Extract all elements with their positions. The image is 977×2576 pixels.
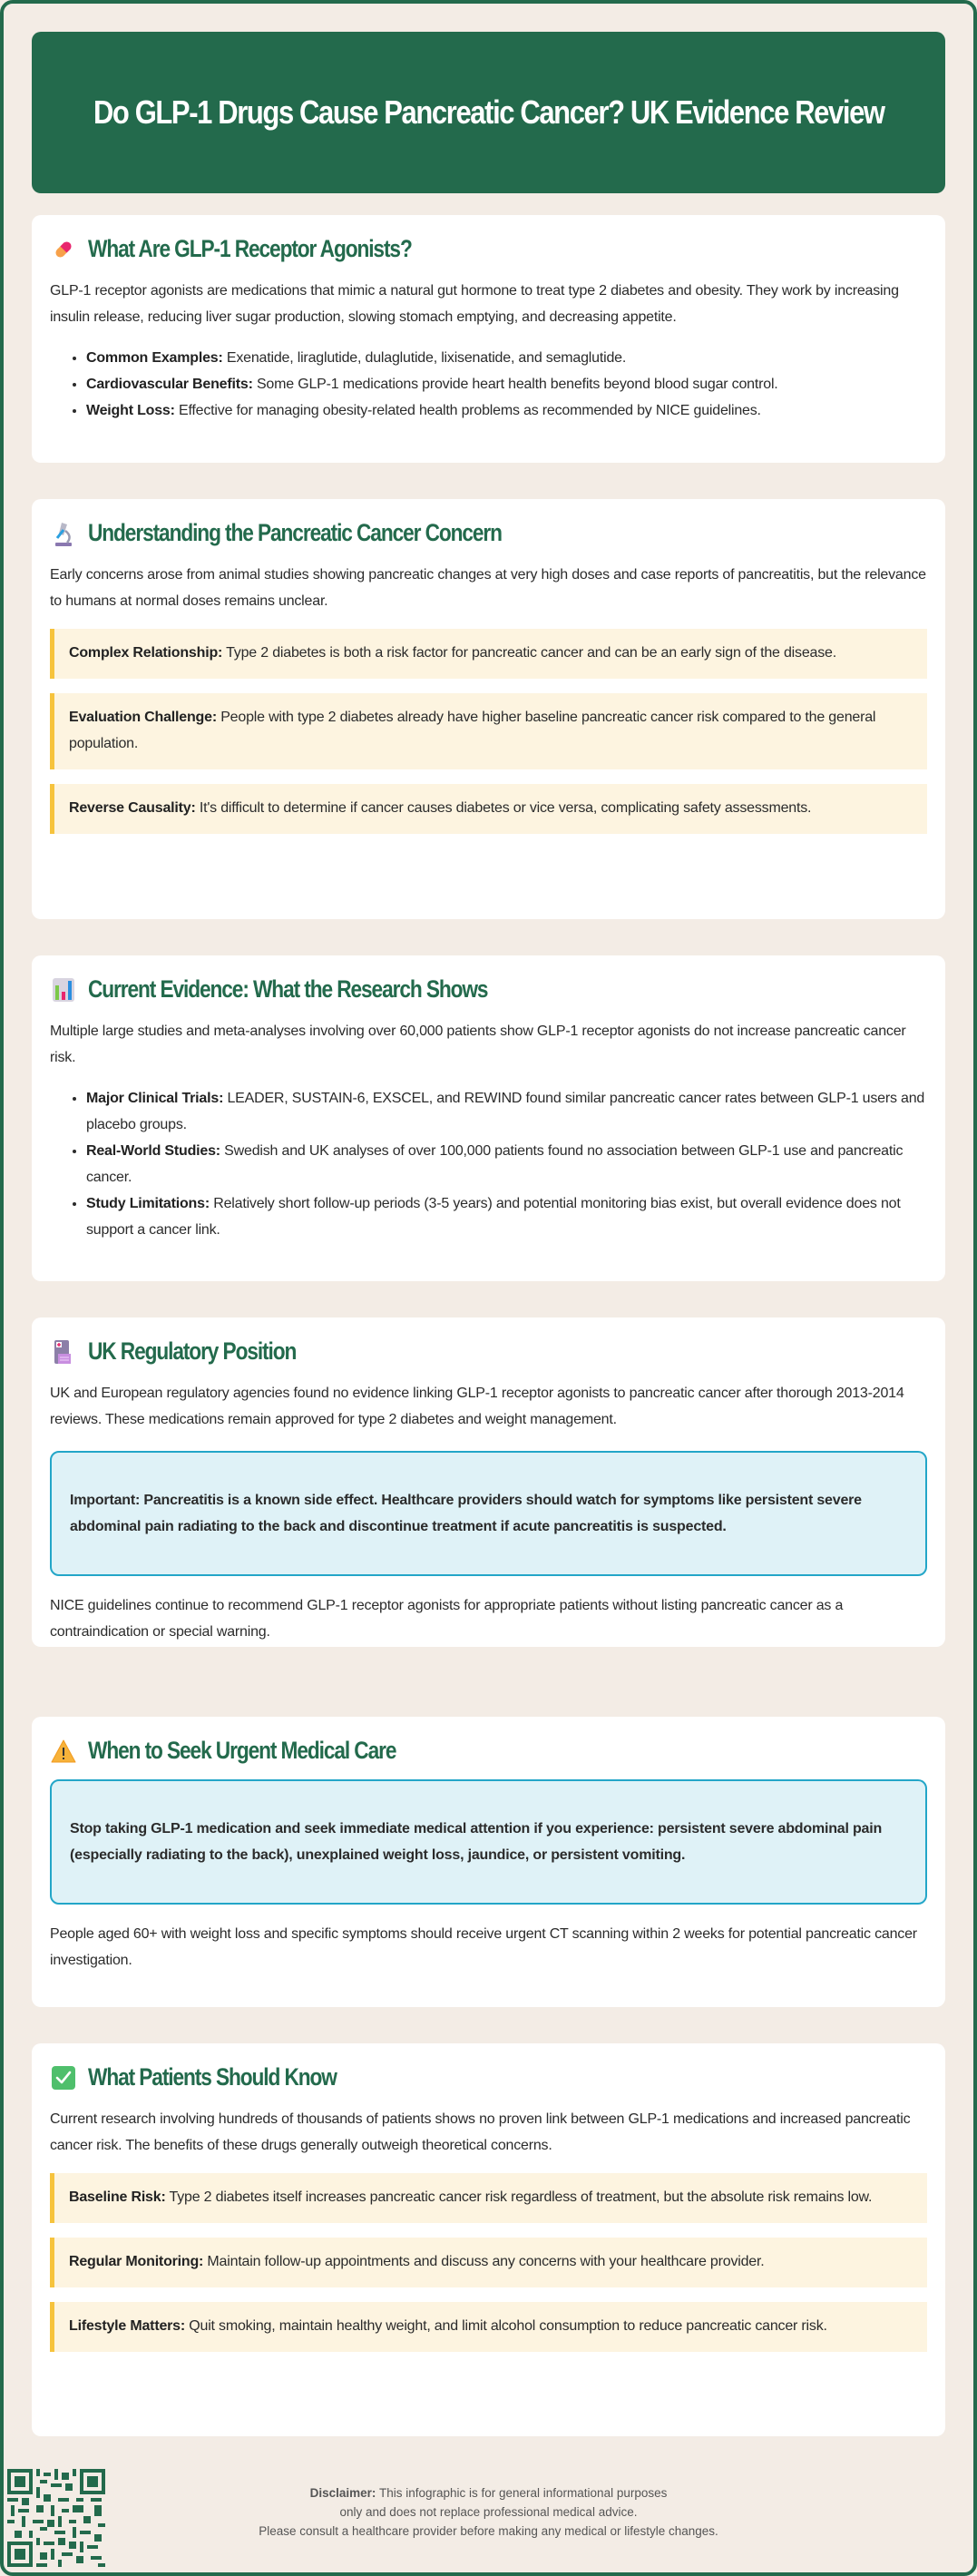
- section-what-are-glp1: [32, 215, 945, 463]
- bullet-label: Cardiovascular Benefits:: [86, 377, 253, 392]
- note-text: Type 2 diabetes is both a risk factor for pancreatic cancer and can be an early sign of the disease.: [222, 645, 836, 661]
- note-label: Complex Relationship:: [69, 645, 223, 661]
- page-title: Do GLP-1 Drugs Cause Pancreatic Cancer? UK Evidence Review: [93, 93, 884, 131]
- list-item: [86, 371, 927, 397]
- note-text: Quit smoking, maintain healthy weight, and limit alcohol consumption to reduce pancreatic cancer risk.: [185, 2318, 827, 2334]
- note-text: It's difficult to determine if cancer causes diabetes or vice versa, complicating safety assessments.: [195, 800, 812, 816]
- section-current-evidence: [32, 955, 945, 1281]
- note-label: Lifestyle Matters:: [69, 2318, 185, 2334]
- note-label: Baseline Risk:: [69, 2189, 166, 2205]
- section-outro: People aged 60+ with weight loss and specific symptoms should receive urgent CT scanning within 2 weeks for potential pancreatic cancer investigation.: [50, 1926, 917, 1968]
- check-mark-icon: [50, 2064, 77, 2091]
- section-uk-regulatory: [32, 1317, 945, 1647]
- section-intro: Current research involving hundreds of thousands of patients shows no proven link between GLP-1 medications and increased pancreatic cancer risk. The benefits of these drugs generally outweigh theoretical concerns.: [50, 2111, 911, 2153]
- footer: [4, 2454, 973, 2572]
- list-item: [86, 1190, 927, 1243]
- bullet-text: LEADER, SUSTAIN-6, EXSCEL, and REWIND found similar pancreatic cancer rates between GLP-1 users and placebo groups.: [86, 1091, 925, 1132]
- page-header: [32, 32, 945, 193]
- note-text: People with type 2 diabetes already have higher baseline pancreatic cancer risk compared to the general population.: [69, 710, 876, 751]
- bullet-text: Exenatide, liraglutide, dulaglutide, lixisenatide, and semaglutide.: [222, 350, 627, 366]
- bullet-label: Common Examples:: [86, 350, 223, 366]
- note-callout: [50, 2238, 927, 2287]
- microscope-icon: [50, 520, 77, 547]
- urgent-alert: Stop taking GLP-1 medication and seek immediate medical attention if you experience: persistent severe abdominal pain (especially radiating to the back), unexplained weight loss, jaundice, or persistent vomiting.: [50, 1779, 927, 1905]
- note-callout: [50, 2302, 927, 2352]
- section-title: UK Regulatory Position: [88, 1337, 297, 1365]
- section-outro: NICE guidelines continue to recommend GLP-1 receptor agonists for appropriate patients without listing pancreatic cancer as a contraindication or special warning.: [50, 1598, 844, 1640]
- list-item: [86, 1138, 927, 1190]
- section-title: What Are GLP-1 Receptor Agonists?: [88, 235, 412, 262]
- note-text: Maintain follow-up appointments and discuss any concerns with your healthcare provider.: [203, 2254, 765, 2269]
- section-title: What Patients Should Know: [88, 2063, 337, 2091]
- bullet-list: [86, 345, 927, 424]
- pill-icon: [50, 236, 77, 263]
- bullet-text: Swedish and UK analyses of over 100,000 patients found no association between GLP-1 use and pancreatic cancer.: [86, 1143, 904, 1185]
- bullet-label: Weight Loss:: [86, 403, 175, 418]
- bullet-text: Effective for managing obesity-related health problems as recommended by NICE guidelines.: [174, 403, 761, 418]
- list-item: [86, 345, 927, 371]
- note-callout: [50, 784, 927, 834]
- bar-chart-icon: [50, 976, 77, 1004]
- section-intro: GLP-1 receptor agonists are medications that mimic a natural gut hormone to treat type 2 diabetes and obesity. They work by increasing insulin release, reducing liver sugar production, slowing stomach emptying, and decreasing appetite.: [50, 283, 899, 325]
- disclaimer-text: Please consult a healthcare provider before making any medical or lifestyle changes.: [259, 2524, 718, 2538]
- note-callout: [50, 693, 927, 769]
- important-alert: Important: Pancreatitis is a known side effect. Healthcare providers should watch for symptoms like persistent severe abdominal pain radiating to the back and discontinue treatment if acute pancreatitis is suspected.: [50, 1451, 927, 1576]
- section-title: Understanding the Pancreatic Cancer Concern: [88, 519, 502, 546]
- note-callout: [50, 2173, 927, 2223]
- section-urgent-care: [32, 1717, 945, 2007]
- note-label: Reverse Causality:: [69, 800, 196, 816]
- section-intro: UK and European regulatory agencies found no evidence linking GLP-1 receptor agonists to pancreatic cancer after thorough 2013-2014 reviews. These medications remain approved for type 2 diabetes and weight management.: [50, 1386, 904, 1427]
- disclaimer-text: only and does not replace professional medical advice.: [339, 2505, 638, 2519]
- disclaimer-label: Disclaimer:: [309, 2486, 376, 2500]
- bullet-text: Some GLP-1 medications provide heart health benefits beyond blood sugar control.: [252, 377, 778, 392]
- bullet-label: Major Clinical Trials:: [86, 1091, 224, 1106]
- bullet-label: Real-World Studies:: [86, 1143, 220, 1159]
- section-title: When to Seek Urgent Medical Care: [88, 1737, 396, 1764]
- bullet-list: [86, 1085, 927, 1243]
- disclaimer: [4, 2483, 973, 2541]
- list-item: [86, 397, 927, 424]
- disclaimer-text: This infographic is for general informational purposes: [376, 2486, 668, 2500]
- medical-record-icon: [50, 1338, 77, 1366]
- bullet-label: Study Limitations:: [86, 1196, 210, 1211]
- section-title: Current Evidence: What the Research Shows: [88, 975, 488, 1003]
- note-label: Evaluation Challenge:: [69, 710, 217, 725]
- section-patients-should-know: [32, 2043, 945, 2436]
- note-label: Regular Monitoring:: [69, 2254, 204, 2269]
- section-cancer-concern: [32, 499, 945, 919]
- warning-icon: [50, 1738, 77, 1765]
- section-intro: Multiple large studies and meta-analyses involving over 60,000 patients show GLP-1 receptor agonists do not increase pancreatic cancer risk.: [50, 1024, 906, 1065]
- note-callout: [50, 629, 927, 679]
- note-text: Type 2 diabetes itself increases pancreatic cancer risk regardless of treatment, but the absolute risk remains low.: [165, 2189, 873, 2205]
- section-intro: Early concerns arose from animal studies showing pancreatic changes at very high doses and case reports of pancreatitis, but the relevance to humans at normal doses remains unclear.: [50, 567, 926, 609]
- list-item: [86, 1085, 927, 1138]
- bullet-text: Relatively short follow-up periods (3-5 years) and potential monitoring bias exist, but overall evidence does not support a cancer link.: [86, 1196, 901, 1238]
